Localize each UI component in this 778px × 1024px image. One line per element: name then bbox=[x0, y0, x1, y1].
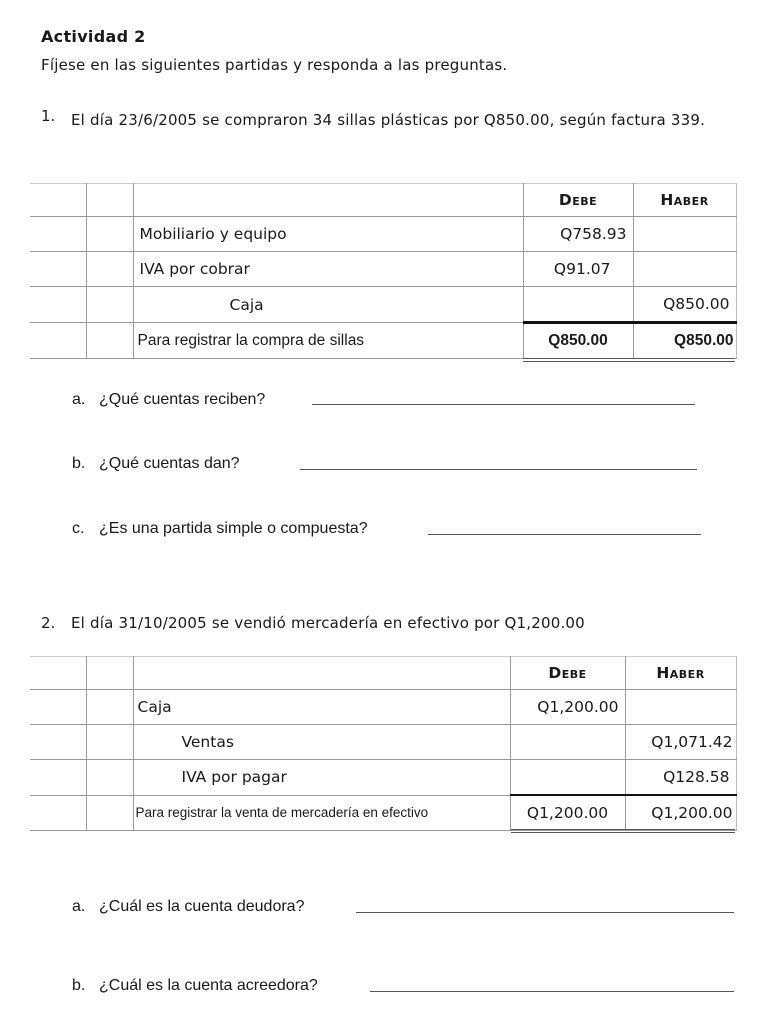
answer-line-1b[interactable] bbox=[300, 469, 697, 470]
page-title: Actividad 2 bbox=[41, 27, 146, 46]
answer-line-2a[interactable] bbox=[356, 912, 734, 913]
debe-header: Debe bbox=[523, 184, 633, 217]
account-name: Ventas bbox=[133, 725, 510, 760]
question-1c: c. ¿Es una partida simple o compuesta? bbox=[72, 520, 368, 537]
haber-amount bbox=[633, 217, 736, 252]
answer-line-2b[interactable] bbox=[370, 991, 734, 992]
haber-amount: Q850.00 bbox=[633, 287, 736, 323]
debe-amount: Q1,200.00 bbox=[510, 690, 625, 725]
date-column-cell bbox=[30, 184, 86, 217]
account-name: Caja bbox=[133, 690, 510, 725]
question-2b: b. ¿Cuál es la cuenta acreedora? bbox=[72, 977, 318, 994]
table-header-row bbox=[30, 657, 736, 690]
journal-entry-1-table bbox=[30, 183, 737, 359]
exercise-2-statement: El día 31/10/2005 se vendió mercadería en efectivo por Q1,200.00 bbox=[71, 614, 585, 632]
entry-concept: Para registrar la compra de sillas bbox=[133, 323, 523, 359]
account-name: IVA por cobrar bbox=[133, 252, 523, 287]
folio-column-cell bbox=[86, 657, 133, 690]
table-row bbox=[30, 287, 736, 323]
haber-header: Haber bbox=[625, 657, 736, 690]
account-name: Mobiliario y equipo bbox=[133, 217, 523, 252]
haber-header: Haber bbox=[633, 184, 736, 217]
haber-amount bbox=[625, 690, 736, 725]
debe-header: Debe bbox=[510, 657, 625, 690]
table-row bbox=[30, 760, 736, 796]
table-row bbox=[30, 252, 736, 287]
table-row bbox=[30, 690, 736, 725]
exercise-1-statement: El día 23/6/2005 se compraron 34 sillas plásticas por Q850.00, según factura 339. bbox=[71, 111, 706, 129]
answer-line-1a[interactable] bbox=[312, 404, 695, 405]
question-1a: a. ¿Qué cuentas reciben? bbox=[72, 391, 266, 408]
account-column-header bbox=[133, 184, 523, 217]
table-row bbox=[30, 217, 736, 252]
account-name: Caja bbox=[133, 287, 523, 323]
folio-column-cell bbox=[86, 184, 133, 217]
table-row bbox=[30, 725, 736, 760]
debe-amount: Q91.07 bbox=[523, 252, 633, 287]
debe-total: Q1,200.00 bbox=[510, 795, 625, 831]
date-column-cell bbox=[30, 657, 86, 690]
exercise-2-number: 2. bbox=[41, 614, 56, 632]
haber-amount bbox=[633, 252, 736, 287]
table-header-row bbox=[30, 184, 736, 217]
exercise-1-number: 1. bbox=[41, 107, 56, 125]
haber-total: Q1,200.00 bbox=[625, 795, 736, 831]
answer-line-1c[interactable] bbox=[428, 534, 701, 535]
debe-amount bbox=[523, 287, 633, 323]
debe-amount bbox=[510, 760, 625, 796]
haber-total: Q850.00 bbox=[633, 323, 736, 359]
instructions: Fíjese en las siguientes partidas y responda a las preguntas. bbox=[41, 56, 508, 74]
account-name: IVA por pagar bbox=[133, 760, 510, 796]
entry-concept: Para registrar la venta de mercadería en efectivo bbox=[133, 795, 510, 831]
question-1b: b. ¿Qué cuentas dan? bbox=[72, 455, 240, 472]
account-column-header bbox=[133, 657, 510, 690]
table-row-totals bbox=[30, 795, 736, 831]
debe-amount bbox=[510, 725, 625, 760]
table-row-totals bbox=[30, 323, 736, 359]
haber-amount: Q1,071.42 bbox=[625, 725, 736, 760]
journal-entry-2-table bbox=[30, 656, 737, 831]
debe-total: Q850.00 bbox=[523, 323, 633, 359]
double-underline bbox=[523, 358, 735, 362]
question-2a: a. ¿Cuál es la cuenta deudora? bbox=[72, 898, 305, 915]
debe-amount: Q758.93 bbox=[523, 217, 633, 252]
haber-amount: Q128.58 bbox=[625, 760, 736, 796]
double-underline bbox=[511, 829, 735, 833]
